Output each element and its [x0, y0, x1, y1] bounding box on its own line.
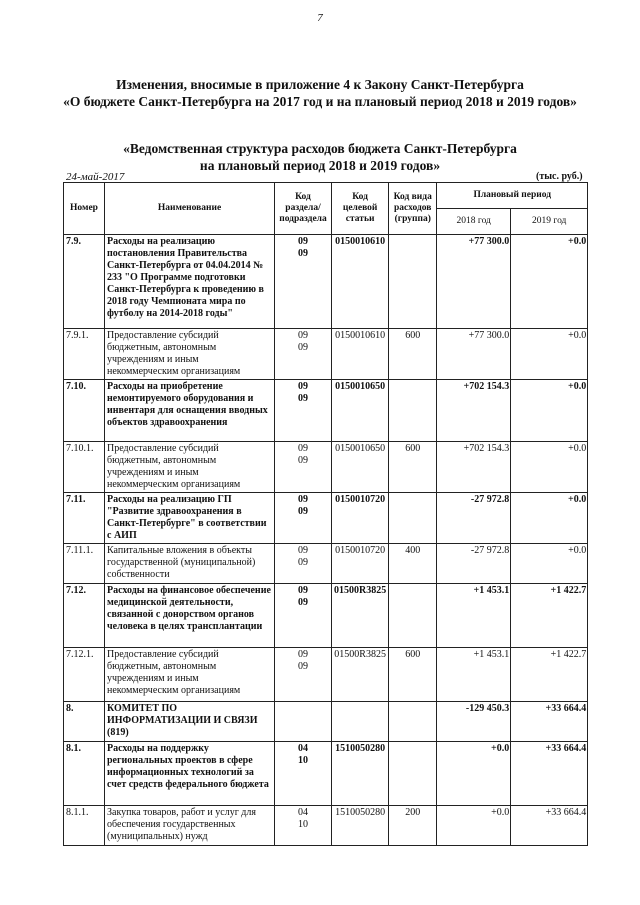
row-type-code [389, 493, 437, 544]
section-code: 09 [298, 443, 308, 454]
section-code: 09 [298, 649, 308, 660]
row-section-code [275, 442, 332, 493]
row-type-code [389, 702, 437, 742]
row-target-code: 0150010720 [332, 544, 389, 584]
section-code: 09 [298, 585, 308, 596]
table-row [64, 329, 588, 380]
row-value-2019: +1 422.7 [511, 648, 588, 702]
row-name: Капитальные вложения в объекты государственной (муниципальной) собственности [105, 544, 275, 584]
row-type-code: 600 [389, 442, 437, 493]
row-target-code: 1510050280 [332, 742, 389, 806]
subtitle-line-1: «Ведомственная структура расходов бюджета Санкт-Петербурга [123, 141, 517, 156]
header-target: Код целевой статьи [332, 183, 389, 235]
document-title [0, 76, 640, 110]
header-type: Код вида расходов (группа) [389, 183, 437, 235]
row-number: 7.10.1. [64, 442, 105, 493]
row-name: Предоставление субсидий бюджетным, автономным учреждениям и иным некоммерческим организациям [105, 442, 275, 493]
row-section-code [275, 806, 332, 846]
row-value-2018: -27 972.8 [437, 493, 511, 544]
subsection-code: 09 [298, 455, 308, 466]
header-section: Код раздела/ подраздела [275, 183, 332, 235]
header-2019: 2019 год [511, 209, 588, 235]
row-value-2018: +702 154.3 [437, 380, 511, 442]
page-number: 7 [317, 12, 323, 24]
row-name: Расходы на поддержку региональных проектов в сфере информационных технологий за счет средств федерального бюджета [105, 742, 275, 806]
header-2018: 2018 год [437, 209, 511, 235]
row-section-code [275, 544, 332, 584]
table-row [64, 806, 588, 846]
row-value-2019: +33 664.4 [511, 702, 588, 742]
units-label: (тыс. руб.) [536, 171, 583, 182]
row-type-code: 600 [389, 329, 437, 380]
subsection-code: 09 [298, 597, 308, 608]
row-value-2019: +0.0 [511, 235, 588, 329]
row-name: Расходы на приобретение немонтируемого оборудования и инвентаря для оснащения вводных объектов здравоохранения [105, 380, 275, 442]
row-target-code: 0150010650 [332, 442, 389, 493]
row-value-2018: -129 450.3 [437, 702, 511, 742]
row-value-2018: +1 453.1 [437, 584, 511, 648]
section-code: 09 [298, 330, 308, 341]
row-value-2018: +1 453.1 [437, 648, 511, 702]
table-row [64, 648, 588, 702]
subsection-code: 10 [298, 755, 308, 766]
table-row [64, 742, 588, 806]
row-name: Расходы на финансовое обеспечение медицинской деятельности, связанной с донорством органов человека в целях трансплантации [105, 584, 275, 648]
subtitle-line-2: на плановый период 2018 и 2019 годов» [199, 158, 441, 173]
section-code: 09 [298, 236, 308, 247]
subsection-code: 09 [298, 248, 308, 259]
subsection-code: 09 [298, 506, 308, 517]
expenditure-table [63, 182, 588, 846]
row-number: 7.11.1. [64, 544, 105, 584]
row-type-code [389, 235, 437, 329]
table-row [64, 380, 588, 442]
header-plan: Плановый период [437, 183, 588, 209]
row-number: 8. [64, 702, 105, 742]
row-type-code: 600 [389, 648, 437, 702]
row-target-code: 01500R3825 [332, 584, 389, 648]
section-code: 04 [298, 807, 308, 818]
row-target-code: 0150010650 [332, 380, 389, 442]
row-target-code: 0150010610 [332, 235, 389, 329]
row-target-code: 0150010720 [332, 493, 389, 544]
row-name: Расходы на реализацию постановления Правительства Санкт-Петербурга от 04.04.2014 № 233 "О Программе подготовки Санкт-Петербурга к проведению в 2018 году Чемпионата мира по футболу на 2014-2018 годы" [105, 235, 275, 329]
document-subtitle [0, 140, 640, 174]
row-type-code [389, 584, 437, 648]
subsection-code: 09 [298, 393, 308, 404]
row-name: Расходы на реализацию ГП "Развитие здравоохранения в Санкт-Петербурге" в соответствии с АИП [105, 493, 275, 544]
row-type-code: 400 [389, 544, 437, 584]
row-value-2018: +77 300.0 [437, 329, 511, 380]
row-value-2019: +0.0 [511, 380, 588, 442]
row-value-2019: +1 422.7 [511, 584, 588, 648]
row-value-2019: +0.0 [511, 329, 588, 380]
row-number: 7.12.1. [64, 648, 105, 702]
section-code: 09 [298, 545, 308, 556]
row-number: 7.9. [64, 235, 105, 329]
header-number: Номер [64, 183, 105, 235]
document-date: 24-май-2017 [66, 171, 125, 183]
row-target-code [332, 702, 389, 742]
header-name: Наименование [105, 183, 275, 235]
section-code: 09 [298, 381, 308, 392]
row-section-code [275, 493, 332, 544]
row-number: 7.10. [64, 380, 105, 442]
row-target-code: 1510050280 [332, 806, 389, 846]
row-number: 7.12. [64, 584, 105, 648]
title-line-2: «О бюджете Санкт-Петербурга на 2017 год и на плановый период 2018 и 2019 годов» [63, 94, 577, 109]
row-type-code: 200 [389, 806, 437, 846]
row-value-2018: +77 300.0 [437, 235, 511, 329]
row-value-2019: +33 664.4 [511, 806, 588, 846]
row-target-code: 01500R3825 [332, 648, 389, 702]
row-value-2018: +0.0 [437, 742, 511, 806]
table-row [64, 442, 588, 493]
section-code: 04 [298, 743, 308, 754]
table-row [64, 235, 588, 329]
row-name: Предоставление субсидий бюджетным, автономным учреждениям и иным некоммерческим организациям [105, 329, 275, 380]
row-number: 8.1. [64, 742, 105, 806]
subsection-code: 09 [298, 661, 308, 672]
row-number: 8.1.1. [64, 806, 105, 846]
row-type-code [389, 380, 437, 442]
row-value-2018: +0.0 [437, 806, 511, 846]
row-name: Закупка товаров, работ и услуг для обеспечения государственных (муниципальных) нужд [105, 806, 275, 846]
subsection-code: 09 [298, 342, 308, 353]
row-type-code [389, 742, 437, 806]
row-name: Предоставление субсидий бюджетным, автономным учреждениям и иным некоммерческим организациям [105, 648, 275, 702]
row-number: 7.9.1. [64, 329, 105, 380]
row-value-2019: +0.0 [511, 493, 588, 544]
row-value-2018: +702 154.3 [437, 442, 511, 493]
title-line-1: Изменения, вносимые в приложение 4 к Закону Санкт-Петербурга [116, 77, 524, 92]
section-code: 09 [298, 494, 308, 505]
table-row [64, 584, 588, 648]
row-value-2019: +0.0 [511, 442, 588, 493]
row-name: КОМИТЕТ ПО ИНФОРМАТИЗАЦИИ И СВЯЗИ (819) [105, 702, 275, 742]
table-row [64, 702, 588, 742]
row-section-code [275, 380, 332, 442]
row-target-code: 0150010610 [332, 329, 389, 380]
row-section-code [275, 329, 332, 380]
row-value-2019: +33 664.4 [511, 742, 588, 806]
row-number: 7.11. [64, 493, 105, 544]
row-value-2018: -27 972.8 [437, 544, 511, 584]
table-row [64, 493, 588, 544]
row-section-code [275, 742, 332, 806]
row-section-code [275, 648, 332, 702]
row-value-2019: +0.0 [511, 544, 588, 584]
row-section-code [275, 235, 332, 329]
table-row [64, 544, 588, 584]
row-section-code [275, 702, 332, 742]
row-section-code [275, 584, 332, 648]
subsection-code: 09 [298, 557, 308, 568]
subsection-code: 10 [298, 819, 308, 830]
